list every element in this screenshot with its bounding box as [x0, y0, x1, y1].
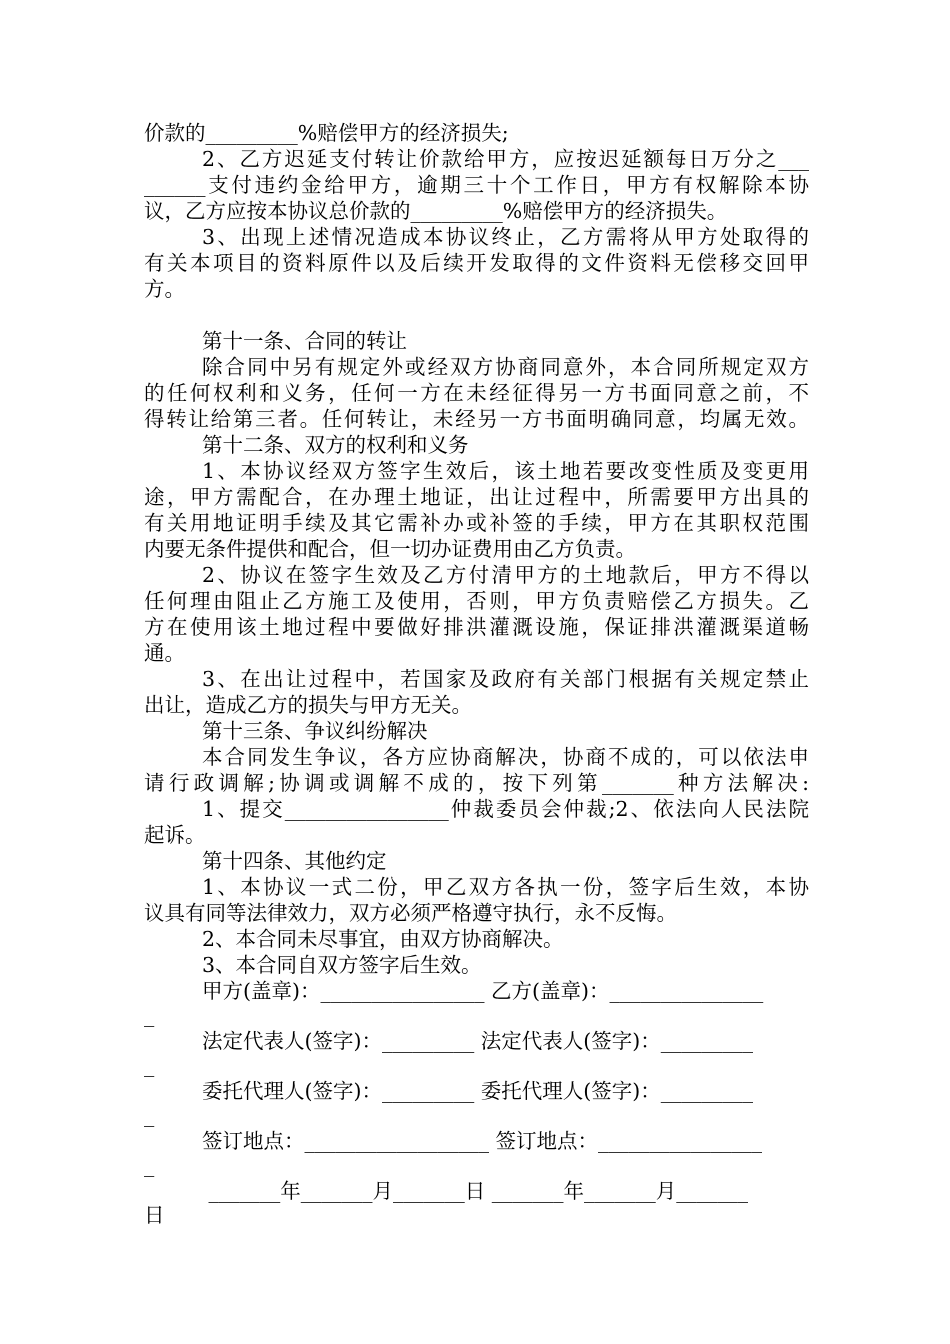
signature-row — [144, 1178, 809, 1228]
signature-overflow-mark: 日 — [144, 1203, 165, 1227]
text-line: 本合同发生争议，各方应协商解决，协商不成的，可以依法申 — [202, 745, 809, 769]
text-line: 第十三条、争议纠纷解决 — [202, 719, 428, 743]
blank-line — [144, 302, 809, 328]
contract-text — [144, 120, 809, 978]
signature-row — [144, 1128, 809, 1178]
text-line: 的任何权利和义务，任何一方在未经征得另一方书面同意之前，不 — [144, 381, 809, 405]
text-line: 3、本合同自双方签字后生效。 — [202, 953, 482, 977]
signature-block — [144, 978, 809, 1228]
text-line: 除合同中另有规定外或经双方协商同意外，本合同所规定双方 — [202, 355, 809, 379]
signature-row — [144, 1078, 809, 1128]
signature-fields: 甲方(盖章)：________________ 乙方(盖章)：_______________ — [202, 979, 764, 1003]
text-line: 有关本项目的资料原件以及后续开发取得的文件资料无偿移交回甲 — [144, 251, 809, 275]
signature-row — [144, 978, 809, 1028]
text-line: 议具有同等法律效力，双方必须严格遵守执行，永不反悔。 — [144, 901, 677, 925]
signature-fields: 委托代理人(签字)：_________ 委托代理人(签字)：_________ — [202, 1079, 754, 1103]
text-line: ______支付违约金给甲方，逾期三十个工作日，甲方有权解除本协 — [144, 173, 809, 197]
signature-overflow-mark: _ — [144, 1153, 155, 1177]
signature-fields: _______年_______月_______日 _______年_______月_______ — [202, 1179, 749, 1203]
text-line: 1、提交________________仲裁委员会仲裁;2、依法向人民法院 — [202, 797, 809, 821]
text-line: 1、本协议一式二份，甲乙双方各执一份，签字后生效，本协 — [202, 875, 809, 899]
document-page — [144, 120, 809, 1228]
text-line: 任何理由阻止乙方施工及使用，否则，甲方负责赔偿乙方损失。乙 — [144, 589, 809, 613]
text-line: 议，乙方应按本协议总价款的_________%赔偿甲方的经济损失。 — [144, 199, 728, 223]
signature-overflow-mark: _ — [144, 1103, 155, 1127]
text-line: 方在使用该土地过程中要做好排洪灌溉设施，保证排洪灌溉渠道畅 — [144, 615, 809, 639]
text-line: 请行政调解;协调或调解不成的，按下列第_______种方法解决: — [144, 771, 809, 795]
text-line: 第十一条、合同的转让 — [202, 329, 407, 353]
text-line: 有关用地证明手续及其它需补办或补签的手续，甲方在其职权范围 — [144, 511, 809, 535]
text-line: 起诉。 — [144, 823, 206, 847]
text-line: 价款的_________%赔偿甲方的经济损失; — [144, 121, 509, 145]
signature-row — [144, 1028, 809, 1078]
signature-fields: 签订地点：__________________ 签订地点：________________ — [202, 1129, 763, 1153]
text-line: 第十二条、双方的权利和义务 — [202, 433, 469, 457]
text-line: 第十四条、其他约定 — [202, 849, 387, 873]
text-line: 2、本合同未尽事宜，由双方协商解决。 — [202, 927, 564, 951]
text-line: 通。 — [144, 641, 185, 665]
text-line: 方。 — [144, 277, 185, 301]
text-line: 内要无条件提供和配合，但一切办证费用由乙方负责。 — [144, 537, 636, 561]
signature-overflow-mark: _ — [144, 1053, 155, 1077]
text-line: 2、协议在签字生效及乙方付清甲方的土地款后，甲方不得以 — [202, 563, 809, 587]
signature-fields: 法定代表人(签字)：_________ 法定代表人(签字)：_________ — [202, 1029, 754, 1053]
text-line: 途，甲方需配合，在办理土地证，出让过程中，所需要甲方出具的 — [144, 485, 809, 509]
text-line: 出让，造成乙方的损失与甲方无关。 — [144, 693, 472, 717]
text-line: 2、乙方迟延支付转让价款给甲方，应按迟延额每日万分之___ — [202, 147, 809, 171]
text-line: 3、在出让过程中，若国家及政府有关部门根据有关规定禁止 — [202, 667, 809, 691]
text-line: 3、出现上述情况造成本协议终止，乙方需将从甲方处取得的 — [202, 225, 809, 249]
text-line: 得转让给第三者。任何转让，未经另一方书面明确同意，均属无效。 — [144, 407, 809, 431]
text-line: 1、本协议经双方签字生效后，该土地若要改变性质及变更用 — [202, 459, 809, 483]
signature-overflow-mark: _ — [144, 1003, 155, 1027]
